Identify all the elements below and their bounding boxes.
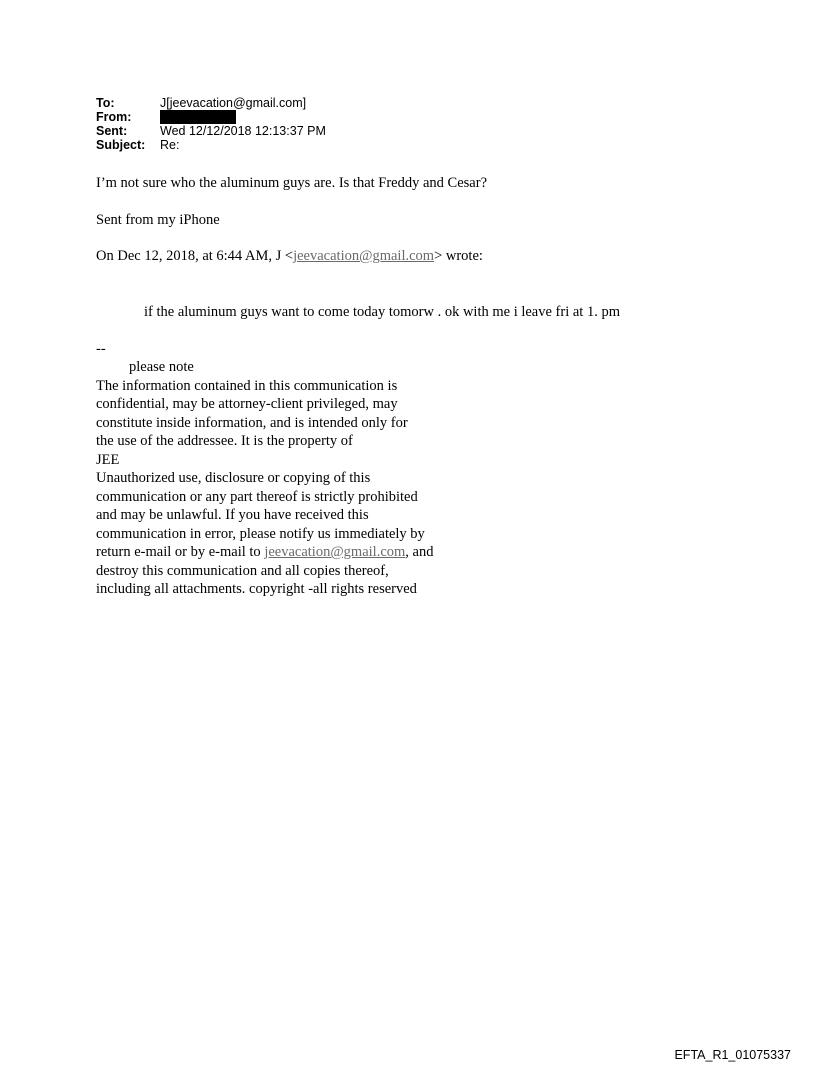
to-row xyxy=(96,96,326,110)
disclaimer-line: The information contained in this communication is xyxy=(96,377,398,394)
redaction-bar xyxy=(160,110,236,124)
sent-value: Wed 12/12/2018 12:13:37 PM xyxy=(160,124,326,138)
reply-text: I’m not sure who the aluminum guys are. Is that Freddy and Cesar? xyxy=(96,175,488,191)
sent-label: Sent: xyxy=(96,124,128,138)
disclaimer-line: communication in error, please notify us immediately by xyxy=(96,525,425,542)
disclaimer-line: and may be unlawful. If you have received this xyxy=(96,507,369,523)
from-row xyxy=(96,110,326,124)
signature-text: Sent from my iPhone xyxy=(96,212,220,228)
return-prefix: return e-mail or by e-mail to xyxy=(96,544,265,560)
email-header xyxy=(96,96,326,152)
quote-prefix: On Dec 12, 2018, at 6:44 AM, J < xyxy=(96,248,294,264)
document-id: EFTA_R1_01075337 xyxy=(674,1048,791,1062)
sent-row xyxy=(96,124,326,138)
disclaimer-line: confidential, may be attorney-client privileged, may xyxy=(96,396,398,412)
disclaimer-line: communication or any part thereof is strictly prohibited xyxy=(96,488,418,505)
quote-email-link[interactable]: jeevacation@gmail.com xyxy=(293,248,435,264)
disclaimer-return-line xyxy=(96,543,433,562)
disclaimer-email-link[interactable]: jeevacation@gmail.com xyxy=(264,544,406,560)
please-note: please note xyxy=(129,359,194,375)
disclaimer-line: including all attachments. copyright -all rights reserved xyxy=(96,581,417,597)
disclaimer-line: Unauthorized use, disclosure or copying of this xyxy=(96,470,371,486)
disclaimer-line: the use of the addressee. It is the property of xyxy=(96,433,353,449)
quote-header xyxy=(96,247,483,265)
disclaimer-block xyxy=(96,358,433,599)
disclaimer-line: constitute inside information, and is intended only for xyxy=(96,414,408,431)
from-label: From: xyxy=(96,110,132,124)
subject-label: Subject: xyxy=(96,138,146,152)
quoted-message: if the aluminum guys want to come today tomorw . ok with me i leave fri at 1. pm xyxy=(144,304,620,320)
subject-row xyxy=(96,138,326,152)
quote-suffix: > wrote: xyxy=(434,248,483,264)
disclaimer-line: destroy this communication and all copies thereof, xyxy=(96,562,389,579)
to-label: To: xyxy=(96,96,115,110)
to-value: J[jeevacation@gmail.com] xyxy=(160,96,307,110)
disclaimer-line: JEE xyxy=(96,451,120,468)
subject-value: Re: xyxy=(160,138,180,152)
separator: -- xyxy=(96,341,106,357)
return-suffix: , and xyxy=(405,544,434,560)
